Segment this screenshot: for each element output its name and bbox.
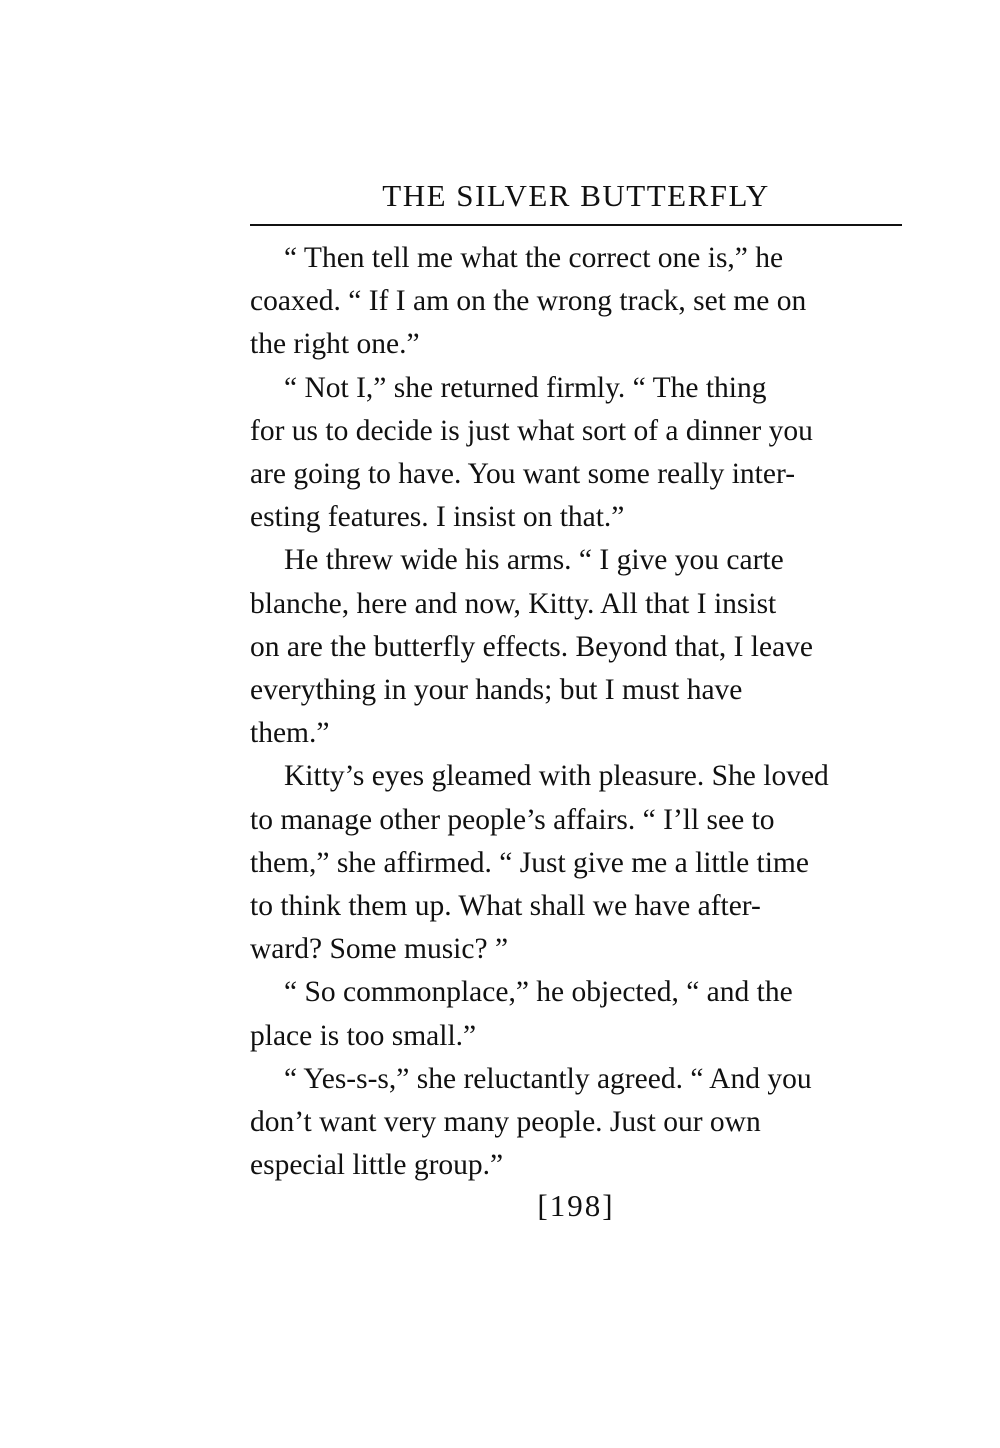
- paragraph: “ Yes-s-s,” she reluctantly agreed. “ And you don’t want very many people. Just our own especial little group.”: [250, 1062, 812, 1182]
- paragraph: “ Then tell me what the correct one is,” he coaxed. “ If I am on the wrong track, set me on the right one.”: [250, 242, 807, 361]
- paragraph: He threw wide his arms. “ I give you carte blanche, here and now, Kitty. All that I insist on are the butterfly effects. Beyond that, I leave everything in your hands; but I must have them.”: [250, 544, 814, 750]
- body-text: [250, 237, 902, 1187]
- page-number: [198]: [537, 1188, 615, 1223]
- paragraph: “ So commonplace,” he objected, “ and the place is too small.”: [250, 976, 793, 1052]
- paragraph: Kitty’s eyes gleamed with pleasure. She loved to manage other people’s affairs. “ I’ll see to them,” she affirmed. “ Just give me a little time to think them up. What shall we have after- ward? Some music? ”: [250, 760, 829, 966]
- header-rule: [250, 224, 902, 226]
- running-head: THE SILVER BUTTERFLY: [382, 178, 770, 213]
- paragraph: “ Not I,” she returned firmly. “ The thing for us to decide is just what sort of a dinner you are going to have. You want some really inter- esting features. I insist on that.”: [250, 371, 813, 534]
